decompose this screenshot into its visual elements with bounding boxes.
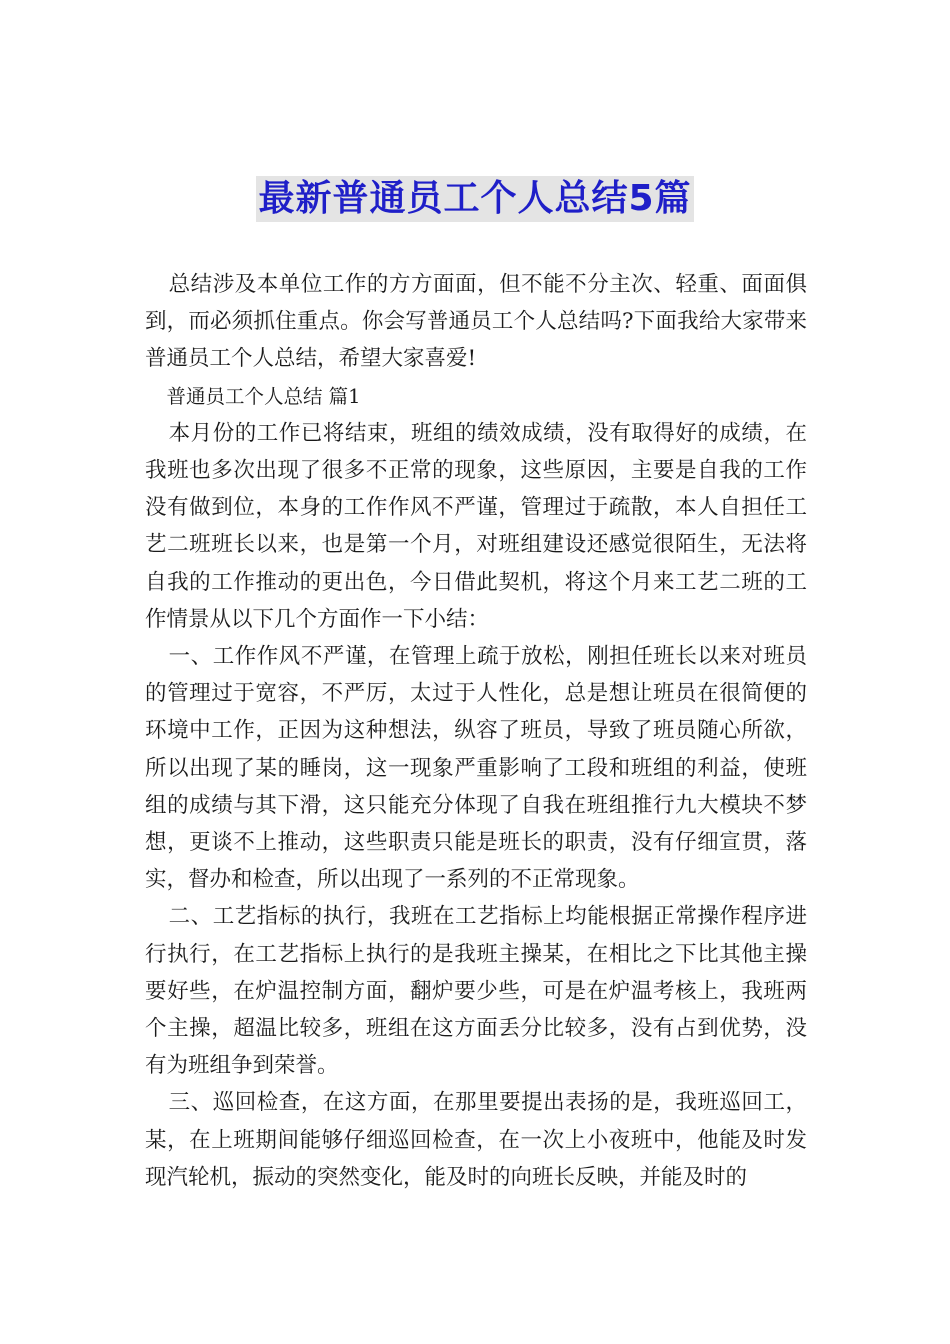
- paragraph: 本月份的工作已将结束，班组的绩效成绩，没有取得好的成绩，在我班也多次出现了很多不正常的现象，这些原因，主要是自我的工作没有做到位，本身的工作作风不严谨，管理过于疏散，本人自担任工艺二班班长以来，也是第一个月，对班组建设还感觉很陌生，无法将自我的工作推动的更出色，今日借此契机，将这个月来工艺二班的工作情景从以下几个方面作一下小结：: [145, 420, 807, 632]
- title-wrapper: [0, 176, 950, 222]
- document-body: [145, 266, 807, 1196]
- section-heading: 普通员工个人总结 篇1: [166, 384, 361, 408]
- paragraph: 三、巡回检查，在这方面，在那里要提出表扬的是，我班巡回工，某，在上班期间能够仔细巡回检查，在一次上小夜班中，他能及时发现汽轮机，振动的突然变化，能及时的向班长反映，并能及时的: [145, 1090, 807, 1190]
- paragraph: 一、工作作风不严谨，在管理上疏于放松，刚担任班长以来对班员的管理过于宽容，不严厉，太过于人性化，总是想让班员在很简便的环境中工作，正因为这种想法，纵容了班员，导致了班员随心所欲，所以出现了某的睡岗，这一现象严重影响了工段和班组的利益，使班组的成绩与其下滑，这只能充分体现了自我在班组推行九大模块不梦想，更谈不上推动，这些职责只能是班长的职责，没有仔细宣贯，落实，督办和检查，所以出现了一系列的不正常现象。: [145, 644, 807, 893]
- intro-paragraph: 总结涉及本单位工作的方方面面，但不能不分主次、轻重、面面俱到，而必须抓住重点。你会写普通员工个人总结吗?下面我给大家带来普通员工个人总结，希望大家喜爱!: [145, 272, 807, 372]
- document-title: 最新普通员工个人总结5篇: [256, 176, 693, 222]
- paragraph: 二、工艺指标的执行，我班在工艺指标上均能根据正常操作程序进行执行，在工艺指标上执行的是我班主操某，在相比之下比其他主操要好些，在炉温控制方面，翻炉要少些，可是在炉温考核上，我班两个主操，超温比较多，班组在这方面丢分比较多，没有占到优势，没有为班组争到荣誉。: [145, 904, 807, 1079]
